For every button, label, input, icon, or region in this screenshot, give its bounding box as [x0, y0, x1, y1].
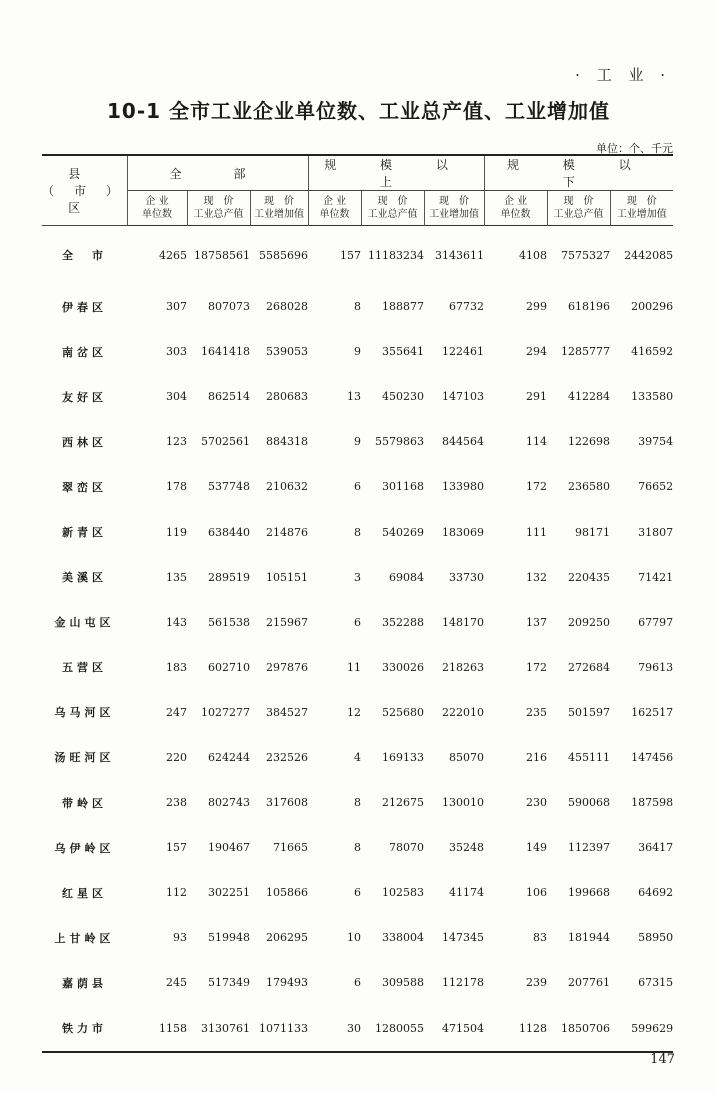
- table-cell: 147103: [442, 390, 485, 404]
- table-cell: 133580: [631, 390, 674, 404]
- table-cell: 69084: [389, 570, 425, 584]
- table-cell: 222010: [442, 705, 485, 719]
- table-cell: 30: [308, 1006, 361, 1052]
- table-cell: 3: [354, 570, 362, 584]
- col-header-value-added: 现 价 工业增加值: [250, 191, 308, 226]
- table-cell: 2442085: [624, 248, 674, 262]
- page-number: 147: [650, 1052, 675, 1067]
- table-cell: 157: [340, 248, 362, 262]
- table-cell: 268028: [266, 300, 309, 314]
- table-cell: 239: [526, 976, 548, 990]
- table-cell: 355641: [382, 345, 425, 359]
- table-cell: 36417: [638, 841, 674, 855]
- table-cell: 119: [166, 525, 187, 539]
- table-cell: 1027277: [201, 705, 250, 719]
- table-cell: 11183234: [368, 248, 425, 262]
- table-cell: 307: [166, 300, 187, 314]
- table-row: [42, 284, 673, 329]
- table-cell: 844564: [442, 435, 485, 449]
- table-cell: 112178: [442, 976, 485, 990]
- table-cell: 58950: [638, 931, 674, 945]
- table-cell: 6: [354, 976, 362, 990]
- row-label: 金山屯区: [54, 616, 115, 630]
- table-row: [42, 645, 673, 690]
- table-cell: 112397: [568, 841, 611, 855]
- table-cell: 1280055: [361, 1006, 424, 1052]
- section-header: · 工 业 ·: [575, 66, 671, 84]
- col-header-value-added: 现 价 工业增加值: [424, 191, 484, 226]
- table-cell: 3143611: [435, 248, 485, 262]
- row-label: 上甘岭区: [54, 931, 115, 945]
- table-cell: 148170: [442, 615, 485, 629]
- table-cell: 303: [166, 345, 187, 359]
- group-header-below-scale: 规 模 以 下: [484, 155, 673, 191]
- table-cell: 245: [166, 976, 187, 990]
- col-header-output: 现 价 工业总产值: [187, 191, 250, 226]
- row-label: 翠峦区: [62, 480, 107, 494]
- table-cell: 122461: [442, 345, 485, 359]
- table-cell: 4108: [519, 248, 548, 262]
- table-row: [42, 825, 673, 870]
- table-cell: 105151: [266, 570, 309, 584]
- table-cell: 102583: [382, 886, 425, 900]
- table-cell: 12: [347, 705, 362, 719]
- table-cell: 624244: [208, 750, 250, 764]
- row-label: 五营区: [62, 661, 107, 675]
- table-cell: 884318: [266, 435, 309, 449]
- table-cell: 539053: [266, 345, 309, 359]
- row-label: 汤旺河区: [54, 751, 115, 765]
- table-cell: 8: [354, 841, 362, 855]
- table-cell: 18758561: [194, 248, 250, 262]
- table-cell: 280683: [266, 390, 309, 404]
- table-cell: 123: [166, 435, 187, 449]
- table-cell: 618196: [568, 300, 611, 314]
- row-label: 伊春区: [62, 300, 107, 314]
- table-row: [42, 419, 673, 464]
- row-label: 西林区: [62, 435, 107, 449]
- table-row: [42, 600, 673, 645]
- table-cell: 33730: [449, 570, 485, 584]
- table-cell: 3130761: [187, 1006, 250, 1052]
- table-cell: 317608: [266, 796, 309, 810]
- table-cell: 183: [166, 660, 187, 674]
- table-cell: 384527: [266, 705, 309, 719]
- table-cell: 76652: [638, 480, 674, 494]
- table-cell: 216: [526, 750, 548, 764]
- table-row: [42, 1006, 673, 1052]
- table-cell: 1071133: [250, 1006, 308, 1052]
- table-cell: 537748: [208, 480, 250, 494]
- table-cell: 638440: [208, 525, 250, 539]
- table-cell: 172: [526, 660, 548, 674]
- table-cell: 232526: [266, 750, 309, 764]
- table-cell: 338004: [382, 931, 425, 945]
- table-cell: 289519: [208, 570, 250, 584]
- row-label: 新青区: [62, 526, 107, 540]
- table-cell: 67315: [638, 976, 674, 990]
- table-cell: 114: [526, 435, 548, 449]
- table-cell: 599629: [610, 1006, 673, 1052]
- table-cell: 540269: [382, 525, 425, 539]
- table-cell: 236580: [568, 480, 611, 494]
- table-cell: 5579863: [375, 435, 425, 449]
- group-header-above-scale: 规 模 以 上: [308, 155, 484, 191]
- table-cell: 71421: [638, 570, 674, 584]
- row-label: 嘉荫县: [62, 976, 107, 990]
- table-cell: 272684: [568, 660, 611, 674]
- table-cell: 330026: [382, 660, 425, 674]
- table-cell: 106: [526, 886, 548, 900]
- table-cell: 220: [166, 750, 187, 764]
- row-label: 带岭区: [62, 796, 107, 810]
- table-cell: 602710: [208, 660, 250, 674]
- table-cell: 143: [166, 615, 187, 629]
- table-cell: 807073: [208, 300, 250, 314]
- table-cell: 517349: [208, 976, 250, 990]
- table-cell: 157: [166, 841, 187, 855]
- table-cell: 1850706: [547, 1006, 610, 1052]
- table-cell: 309588: [382, 976, 425, 990]
- table-cell: 6: [354, 480, 362, 494]
- row-label: 美溪区: [62, 571, 107, 585]
- table-cell: 207761: [568, 976, 611, 990]
- table-cell: 188877: [382, 300, 425, 314]
- table-cell: 297876: [266, 660, 309, 674]
- table-cell: 199668: [568, 886, 611, 900]
- table-cell: 220435: [568, 570, 611, 584]
- table-cell: 471504: [424, 1006, 484, 1052]
- table-cell: 519948: [208, 931, 250, 945]
- row-label: 乌伊岭区: [54, 841, 115, 855]
- table-cell: 450230: [382, 390, 425, 404]
- table-cell: 85070: [449, 750, 485, 764]
- table-cell: 169133: [382, 750, 425, 764]
- table-cell: 41174: [449, 886, 485, 900]
- table-row: [42, 329, 673, 374]
- table-cell: 31807: [638, 525, 674, 539]
- table-cell: 71665: [273, 841, 309, 855]
- table-cell: 105866: [266, 886, 309, 900]
- table-row: [42, 915, 673, 960]
- table-row: [42, 870, 673, 915]
- table-row: [42, 374, 673, 419]
- table-cell: 111: [526, 525, 548, 539]
- table-cell: 247: [166, 705, 187, 719]
- table-cell: 215967: [266, 615, 309, 629]
- table-cell: 8: [354, 796, 362, 810]
- table-cell: 1641418: [201, 345, 250, 359]
- row-label: 友好区: [62, 390, 107, 404]
- table-title: 10-1 全市工业企业单位数、工业总产值、工业增加值: [106, 99, 610, 123]
- table-cell: 590068: [568, 796, 611, 810]
- table-cell: 8: [354, 525, 362, 539]
- table-cell: 455111: [568, 750, 611, 764]
- table-cell: 6: [354, 886, 362, 900]
- table-row: [42, 555, 673, 600]
- table-cell: 122698: [568, 435, 611, 449]
- table-cell: 230: [526, 796, 548, 810]
- unit-note: 单位：个、千元: [596, 142, 673, 155]
- table-cell: 11: [347, 660, 362, 674]
- table-cell: 206295: [266, 931, 309, 945]
- table-cell: 212675: [382, 796, 425, 810]
- row-label: 南岔区: [62, 345, 107, 359]
- table-cell: 304: [166, 390, 187, 404]
- table-cell: 200296: [631, 300, 674, 314]
- table-cell: 162517: [631, 705, 674, 719]
- table-cell: 13: [347, 390, 362, 404]
- row-label: 红星区: [62, 886, 107, 900]
- table-cell: 147345: [442, 931, 485, 945]
- table-cell: 301168: [382, 480, 425, 494]
- table-cell: 179493: [266, 976, 309, 990]
- col-header-output: 现 价 工业总产值: [361, 191, 424, 226]
- table-cell: 64692: [638, 886, 674, 900]
- table-cell: 862514: [208, 390, 250, 404]
- table-cell: 39754: [638, 435, 674, 449]
- table-cell: 561538: [208, 615, 250, 629]
- table-cell: 5585696: [259, 248, 309, 262]
- table-cell: 112: [166, 886, 187, 900]
- table-cell: 210632: [266, 480, 309, 494]
- table-cell: 412284: [568, 390, 611, 404]
- table-cell: 7575327: [561, 248, 611, 262]
- table-cell: 135: [166, 570, 187, 584]
- table-cell: 525680: [382, 705, 425, 719]
- table-cell: 302251: [208, 886, 250, 900]
- table-cell: 178: [166, 480, 187, 494]
- table-cell: 35248: [449, 841, 485, 855]
- table-cell: 1128: [484, 1006, 547, 1052]
- table-cell: 9: [354, 435, 362, 449]
- table-row: [42, 780, 673, 825]
- table-row: [42, 226, 673, 285]
- table-cell: 4: [354, 750, 362, 764]
- col-header-units: 企 业 单位数: [142, 196, 172, 220]
- table-cell: 416592: [631, 345, 674, 359]
- table-cell: 93: [173, 931, 187, 945]
- col-header-value-added: 现 价 工业增加值: [610, 191, 673, 226]
- table-row: [42, 735, 673, 780]
- table-cell: 9: [354, 345, 362, 359]
- stub-header: 县（市）区: [42, 155, 127, 226]
- table-cell: 149: [526, 841, 548, 855]
- table-cell: 83: [533, 931, 548, 945]
- table-cell: 501597: [568, 705, 611, 719]
- table-cell: 67732: [449, 300, 485, 314]
- table-cell: 238: [166, 796, 187, 810]
- table-cell: 183069: [442, 525, 485, 539]
- table-cell: 218263: [442, 660, 485, 674]
- table-cell: 133980: [442, 480, 485, 494]
- row-label: 铁力市: [42, 1006, 127, 1052]
- group-header-all: 全 部: [127, 155, 308, 191]
- table-cell: 352288: [382, 615, 425, 629]
- table-cell: 1158: [127, 1006, 187, 1052]
- table-cell: 291: [526, 390, 548, 404]
- table-row: [42, 960, 673, 1005]
- table-cell: 181944: [568, 931, 611, 945]
- row-label: 全 市: [62, 249, 107, 262]
- table-cell: 79613: [638, 660, 674, 674]
- table-cell: 67797: [638, 615, 674, 629]
- table-cell: 209250: [568, 615, 611, 629]
- table-cell: 299: [526, 300, 548, 314]
- statistics-table: [42, 154, 673, 1053]
- table-cell: 4265: [159, 248, 187, 262]
- table-cell: 98171: [575, 525, 611, 539]
- table-cell: 1285777: [561, 345, 611, 359]
- col-header-units: 企 业 单位数: [308, 191, 361, 226]
- table-cell: 802743: [208, 796, 250, 810]
- table-cell: 78070: [389, 841, 425, 855]
- row-label: 乌马河区: [54, 706, 115, 720]
- col-header-output: 现 价 工业总产值: [547, 191, 610, 226]
- table-row: [42, 509, 673, 554]
- table-cell: 214876: [266, 525, 309, 539]
- table-cell: 6: [354, 615, 362, 629]
- table-cell: 137: [526, 615, 548, 629]
- table-cell: 5702561: [201, 435, 250, 449]
- table-cell: 190467: [208, 841, 250, 855]
- table-row: [42, 690, 673, 735]
- table-cell: 130010: [442, 796, 485, 810]
- col-header-units: 企 业 单位数: [484, 191, 547, 226]
- table-cell: 8: [354, 300, 362, 314]
- table-cell: 187598: [631, 796, 674, 810]
- table-cell: 235: [526, 705, 548, 719]
- table-cell: 132: [526, 570, 548, 584]
- table-cell: 294: [526, 345, 548, 359]
- table-cell: 147456: [631, 750, 674, 764]
- table-cell: 10: [347, 931, 362, 945]
- table-cell: 172: [526, 480, 548, 494]
- table-row: [42, 464, 673, 509]
